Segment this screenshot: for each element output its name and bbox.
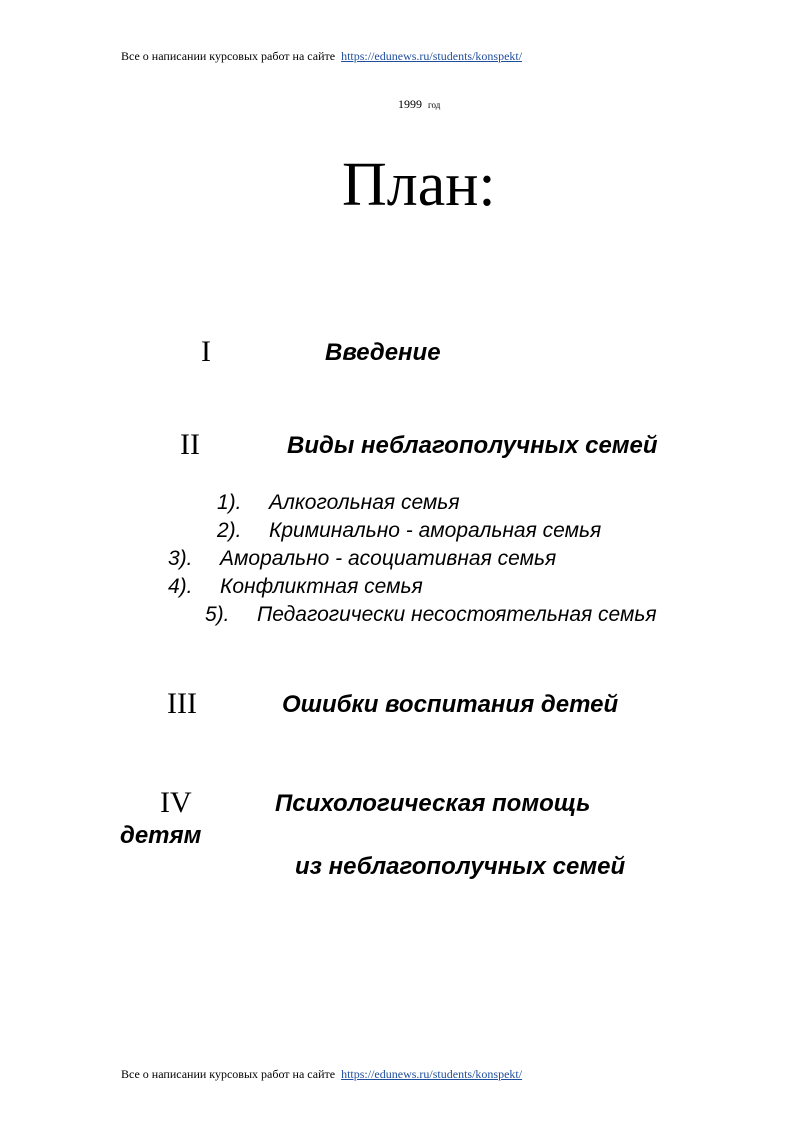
subitem-3 <box>168 547 556 571</box>
section-4-title-line1: Психологическая помощь <box>275 790 591 817</box>
section-2-numeral: II <box>180 428 200 461</box>
footer-text: Все о написании курсовых работ на сайте <box>121 1067 336 1081</box>
year-line <box>398 97 440 112</box>
subitem-number: 4). <box>168 575 193 598</box>
section-4-numeral: IV <box>160 786 192 819</box>
subitem-1 <box>217 491 460 515</box>
page-footer <box>121 1067 522 1082</box>
section-2-title: Виды неблагополучных семей <box>287 432 658 459</box>
subitem-label: Аморально - асоциативная семья <box>220 547 557 570</box>
year-suffix: год <box>428 100 441 110</box>
subitem-label: Педагогически несостоятельная семья <box>257 603 657 626</box>
footer-link[interactable]: https://edunews.ru/students/konspekt/ <box>341 1067 523 1081</box>
subitem-number: 5). <box>205 603 230 626</box>
subitem-label: Конфликтная семья <box>220 575 423 598</box>
section-1-numeral: I <box>201 335 211 368</box>
section-3-numeral: III <box>167 687 197 720</box>
page-header <box>121 49 522 64</box>
subitem-number: 1). <box>217 491 242 514</box>
subitem-4 <box>168 575 423 599</box>
subitem-number: 2). <box>217 519 242 542</box>
subitem-number: 3). <box>168 547 193 570</box>
section-1-title: Введение <box>325 339 441 366</box>
year-number: 1999 <box>398 97 422 111</box>
subitem-label: Криминально - аморальная семья <box>269 519 602 542</box>
page-title: План: <box>342 151 496 219</box>
section-4-title-line1b: детям <box>120 822 202 849</box>
section-4-title-line2: из неблагополучных семей <box>295 853 626 880</box>
subitem-5 <box>205 603 657 627</box>
header-text: Все о написании курсовых работ на сайте <box>121 49 336 63</box>
subitem-label: Алкогольная семья <box>269 491 460 514</box>
section-3-title: Ошибки воспитания детей <box>282 691 619 718</box>
subitem-2 <box>217 519 601 543</box>
header-link[interactable]: https://edunews.ru/students/konspekt/ <box>341 49 523 63</box>
